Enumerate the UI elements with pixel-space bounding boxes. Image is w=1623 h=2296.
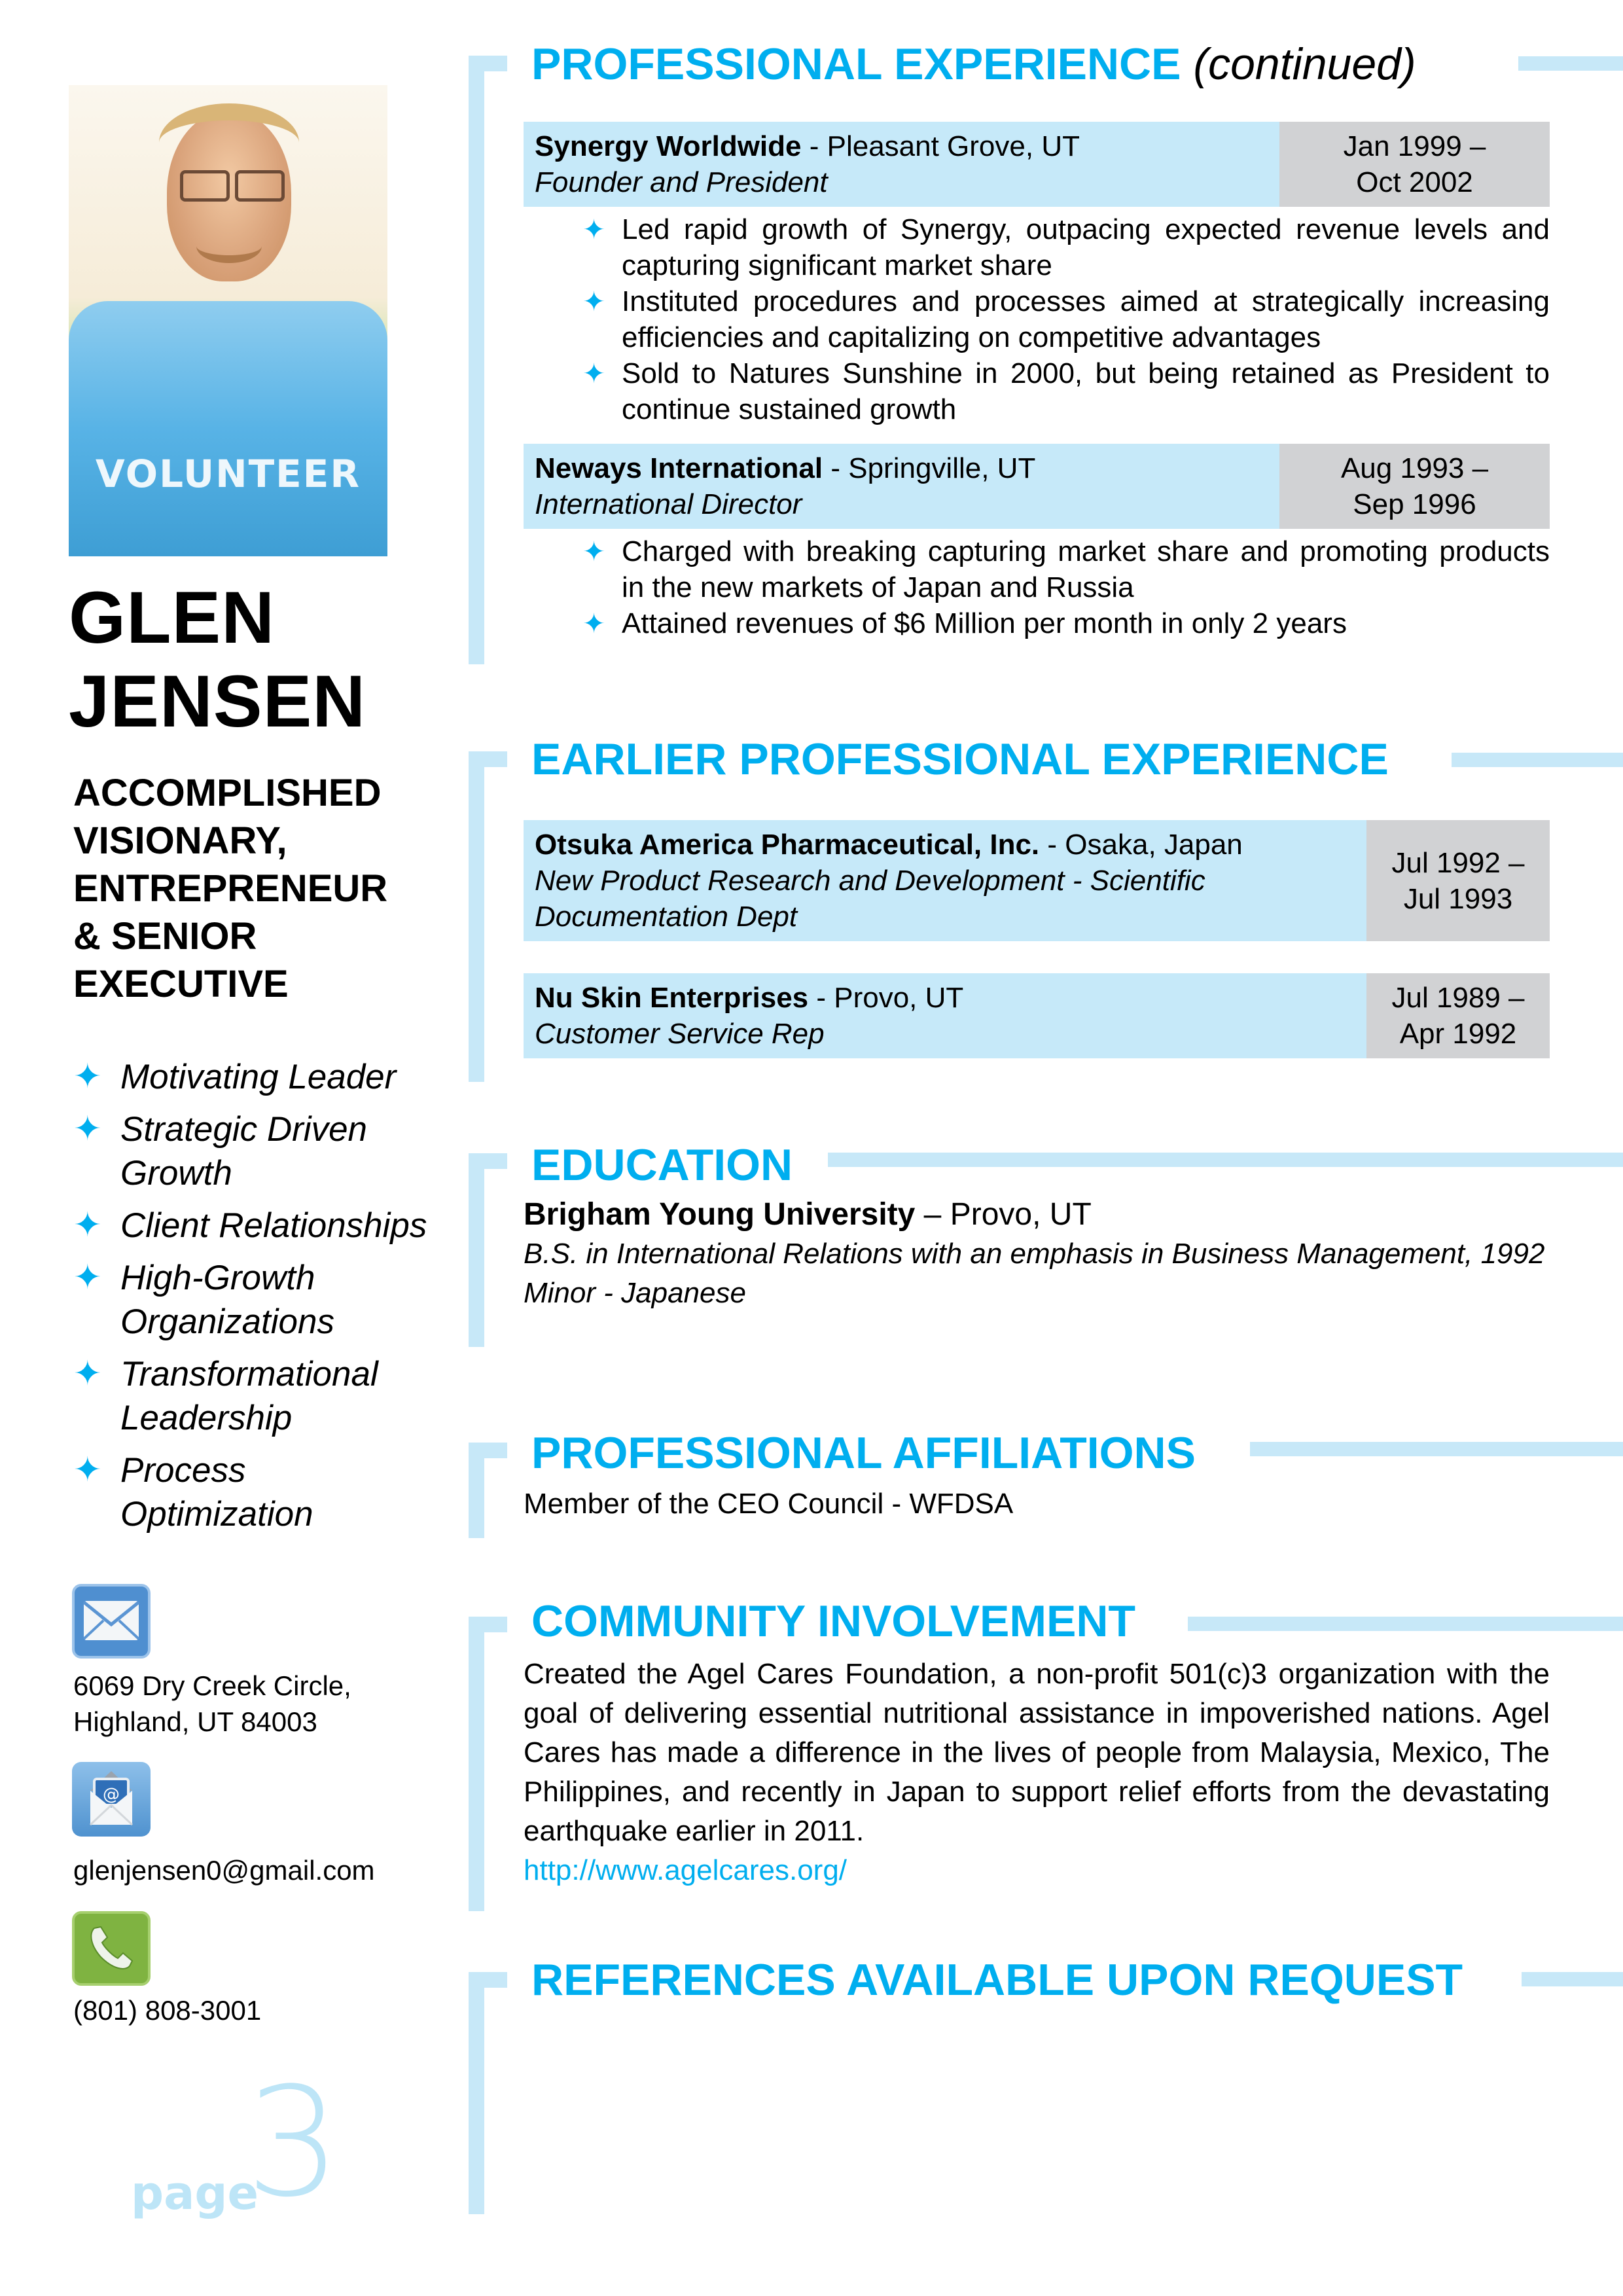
section-bracket — [469, 1153, 484, 1347]
job-entry — [524, 973, 1550, 1058]
date-end: Sep 1996 — [1353, 488, 1476, 520]
section-bracket — [469, 1443, 507, 1458]
photo-glasses — [235, 170, 285, 202]
job-entry — [524, 820, 1550, 941]
date-start: Jan 1999 – — [1343, 130, 1486, 162]
education-entry — [524, 1195, 1550, 1313]
tagline-line: ENTREPRENEUR — [73, 867, 388, 910]
bullet-item — [582, 533, 1550, 605]
job-bullets — [582, 533, 1550, 641]
phone-icon — [72, 1911, 151, 1986]
profile-photo — [69, 85, 387, 556]
date-start: Jul 1992 – — [1391, 846, 1525, 879]
photo-shirt-text: VOLUNTEER — [95, 452, 361, 496]
job-role: Customer Service Rep — [535, 1018, 825, 1050]
minor: Minor - Japanese — [524, 1277, 746, 1309]
email-address[interactable]: glenjensen0@gmail.com — [73, 1855, 375, 1886]
section-title-education: EDUCATION — [531, 1140, 793, 1190]
star-bullet-icon: ✦ — [73, 1451, 102, 1489]
community-text — [524, 1655, 1550, 1890]
section-rule — [1452, 753, 1623, 767]
job-dates — [1366, 820, 1550, 941]
bullet-item — [582, 283, 1550, 355]
phone-number[interactable]: (801) 808-3001 — [73, 1995, 262, 2026]
section-bracket — [469, 1153, 507, 1169]
section-bracket — [469, 1972, 507, 1988]
job-bullets — [582, 211, 1550, 427]
tagline-line: & SENIOR — [73, 915, 257, 958]
section-bracket — [469, 56, 484, 664]
skill-item — [73, 1055, 453, 1099]
star-bullet-icon: ✦ — [73, 1058, 102, 1096]
skill-label: Motivating Leader — [120, 1058, 397, 1096]
job-location: - Provo, UT — [808, 982, 964, 1014]
first-name: GLEN — [69, 577, 276, 658]
job-role: New Product Research and Development - Scientific Documentation Dept — [535, 865, 1205, 933]
job-dates — [1366, 973, 1550, 1058]
skill-item — [73, 1256, 453, 1344]
star-bullet-icon: ✦ — [582, 536, 606, 567]
date-end: Jul 1993 — [1403, 882, 1513, 915]
candidate-name — [69, 576, 366, 744]
address — [73, 1668, 351, 1740]
skill-label: Strategic Driven — [120, 1110, 368, 1149]
job-info — [524, 973, 1366, 1058]
last-name: JENSEN — [69, 660, 366, 742]
photo-glasses — [180, 170, 230, 202]
tagline-line: ACCOMPLISHED — [73, 772, 382, 814]
job-dates — [1279, 122, 1550, 207]
job-entry — [524, 444, 1550, 529]
section-bracket — [469, 56, 507, 71]
skill-item — [73, 1107, 453, 1195]
star-bullet-icon: ✦ — [73, 1110, 102, 1148]
skill-label: Optimization — [120, 1495, 313, 1534]
star-bullet-icon: ✦ — [582, 358, 606, 389]
skill-label: Growth — [120, 1154, 232, 1193]
degree: B.S. in International Relations with an emphasis in Business Management, 1992 — [524, 1238, 1545, 1270]
community-description: Created the Agel Cares Foundation, a non-profit 501(c)3 organization with the goal of delivering essential nutritional assistance in impoverished nations. Agel Cares has made a difference in the lives of people from Malaysia, Mexico, The Philippines, and recently in Japan to support relief efforts from the devastating earthquake earlier in 2011. — [524, 1658, 1550, 1847]
job-info — [524, 122, 1279, 207]
school-name: Brigham Young University — [524, 1197, 916, 1232]
skill-item — [73, 1204, 453, 1247]
bullet-text: Attained revenues of $6 Million per month in only 2 years — [622, 607, 1347, 639]
bullet-item — [582, 605, 1550, 641]
tagline — [73, 769, 387, 1008]
star-bullet-icon: ✦ — [582, 286, 606, 317]
bullet-text: Led rapid growth of Synergy, outpacing expected revenue levels and capturing significant market share — [622, 213, 1550, 281]
company-name: Otsuka America Pharmaceutical, Inc. — [535, 829, 1040, 861]
tagline-line: VISIONARY, — [73, 819, 287, 862]
date-end: Oct 2002 — [1356, 166, 1473, 198]
skill-label: Transformational — [120, 1355, 378, 1393]
affiliation-text: Member of the CEO Council - WFDSA — [524, 1488, 1014, 1520]
agelcares-link[interactable]: http://www.agelcares.org/ — [524, 1854, 847, 1886]
date-start: Aug 1993 – — [1340, 452, 1489, 484]
bullet-text: Instituted procedures and processes aimed at strategically increasing efficiencies and capitalizing on competitive advantages — [622, 285, 1550, 353]
section-rule — [1522, 1972, 1623, 1986]
job-info — [524, 820, 1366, 941]
skill-label: Leadership — [120, 1399, 293, 1437]
skill-label: Organizations — [120, 1302, 335, 1341]
star-bullet-icon: ✦ — [582, 214, 606, 245]
job-role: Founder and President — [535, 166, 828, 198]
company-name: Nu Skin Enterprises — [535, 982, 809, 1014]
section-bracket — [469, 1617, 484, 1911]
skill-label: Process — [120, 1451, 246, 1490]
title-suffix: (continued) — [1193, 39, 1416, 89]
section-title-earlier: EARLIER PROFESSIONAL EXPERIENCE — [531, 734, 1389, 784]
section-bracket — [469, 1617, 507, 1632]
skill-label: Client Relationships — [120, 1206, 427, 1245]
email-at-icon — [72, 1762, 151, 1837]
bullet-text: Sold to Natures Sunshine in 2000, but being retained as President to continue sustained growth — [622, 357, 1550, 425]
page-label: page — [131, 2166, 259, 2220]
job-role: International Director — [535, 488, 802, 520]
address-line: Highland, UT 84003 — [73, 1706, 317, 1737]
star-bullet-icon: ✦ — [73, 1206, 102, 1244]
section-title-community: COMMUNITY INVOLVEMENT — [531, 1596, 1136, 1646]
star-bullet-icon: ✦ — [73, 1259, 102, 1297]
section-title-affiliations: PROFESSIONAL AFFILIATIONS — [531, 1428, 1196, 1478]
bullet-item — [582, 211, 1550, 283]
photo-beard — [196, 229, 262, 263]
svg-text:@: @ — [103, 1785, 120, 1804]
job-info — [524, 444, 1279, 529]
company-name: Neways International — [535, 452, 823, 484]
school-location: – Provo, UT — [915, 1197, 1092, 1232]
skills-list — [73, 1055, 453, 1545]
address-line: 6069 Dry Creek Circle, — [73, 1670, 351, 1701]
star-bullet-icon: ✦ — [582, 608, 606, 639]
section-bracket — [469, 1972, 484, 2214]
section-rule — [1518, 56, 1623, 71]
section-bracket — [469, 751, 484, 1082]
bullet-text: Charged with breaking capturing market share and promoting products in the new markets of Japan and Russia — [622, 535, 1550, 603]
company-name: Synergy Worldwide — [535, 130, 802, 162]
skill-item — [73, 1352, 453, 1440]
photo-shirt — [69, 301, 387, 556]
date-start: Jul 1989 – — [1391, 982, 1525, 1014]
job-location: - Springville, UT — [823, 452, 1036, 484]
skill-label: High-Growth — [120, 1259, 315, 1297]
title-text: PROFESSIONAL EXPERIENCE — [531, 39, 1181, 89]
tagline-line: EXECUTIVE — [73, 963, 289, 1005]
job-entry — [524, 122, 1550, 207]
job-dates — [1279, 444, 1550, 529]
star-bullet-icon: ✦ — [73, 1355, 102, 1393]
bullet-item — [582, 355, 1550, 427]
section-rule — [1250, 1442, 1623, 1456]
section-rule — [1188, 1617, 1623, 1631]
skill-item — [73, 1448, 453, 1536]
section-bracket — [469, 751, 507, 767]
date-end: Apr 1992 — [1399, 1018, 1517, 1050]
job-location: - Pleasant Grove, UT — [801, 130, 1080, 162]
page-number: 3 — [245, 2056, 342, 2231]
section-rule — [828, 1153, 1623, 1167]
envelope-icon — [72, 1584, 151, 1659]
section-title-experience — [531, 38, 1416, 90]
section-title-references: REFERENCES AVAILABLE UPON REQUEST — [531, 1955, 1463, 2005]
job-location: - Osaka, Japan — [1039, 829, 1243, 861]
